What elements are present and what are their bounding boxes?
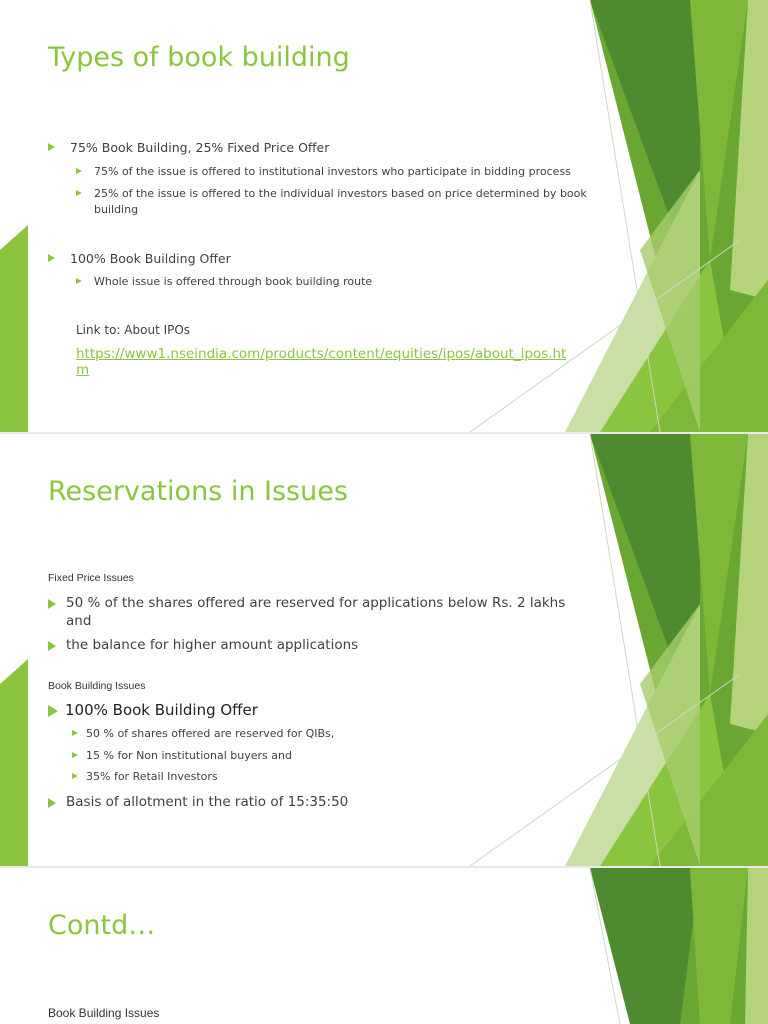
bullet-arrow-icon [48, 641, 56, 651]
bullet-text: 100% Book Building Offer [70, 251, 231, 266]
slide-title: Reservations in Issues [48, 476, 348, 507]
link-label: Link to: About IPOs [76, 323, 191, 337]
bullet-balance [48, 636, 586, 654]
sub-bullet-text: 75% of the issue is offered to institutional investors who participate in bidding process [94, 165, 571, 178]
bullet-100-book-building [48, 250, 231, 267]
sub-bullet-text: Whole issue is offered through book building route [94, 275, 373, 288]
bullet-75-25 [48, 139, 329, 156]
sub-bullet-non-institutional [72, 749, 292, 763]
bullet-arrow-icon [48, 705, 58, 717]
sub-bullet-text: 15 % for Non institutional buyers and [86, 749, 292, 762]
bullet-arrow-icon [72, 752, 78, 758]
bullet-arrow-icon [48, 798, 56, 808]
bullet-arrow-icon [48, 143, 55, 151]
bullet-text: 100% Book Building Offer [65, 701, 258, 719]
bullet-allotment-ratio [48, 793, 586, 811]
bullet-text: 50 % of the shares offered are reserved for applications below Rs. 2 lakhs and [66, 595, 566, 629]
sub-bullet-whole-issue [76, 274, 594, 290]
bullet-arrow-icon [48, 254, 55, 262]
bullet-arrow-icon [48, 599, 56, 609]
sub-bullet-text: 35% for Retail Investors [86, 770, 218, 783]
slide-title: Contd… [48, 910, 156, 941]
sub-bullet-qibs [72, 727, 334, 741]
sub-bullet-text: 25% of the issue is offered to the individual investors based on price determined by book building [94, 187, 587, 216]
bullet-text: the balance for higher amount applications [66, 637, 359, 653]
bullet-100-book-building [48, 701, 258, 719]
section-book-building: Book Building Issues [48, 680, 146, 692]
sub-bullet-institutional [76, 164, 594, 180]
slide-2 [0, 434, 768, 866]
slide-title: Types of book building [48, 42, 350, 73]
green-facet-decoration [0, 868, 768, 1024]
bullet-arrow-icon [72, 730, 78, 736]
sub-bullet-text: 50 % of shares offered are reserved for QIBs, [86, 727, 335, 740]
bullet-text: Basis of allotment in the ratio of 15:35:50 [66, 794, 349, 810]
bullet-arrow-icon [72, 773, 78, 779]
slide-1 [0, 0, 768, 432]
bullet-arrow-icon [76, 168, 82, 174]
section-book-building: Book Building Issues [48, 1006, 160, 1020]
section-fixed-price: Fixed Price Issues [48, 572, 134, 584]
sub-bullet-individual [76, 186, 594, 218]
bullet-arrow-icon [76, 190, 82, 196]
bullet-text: 75% Book Building, 25% Fixed Price Offer [70, 140, 330, 155]
about-ipos-link[interactable]: https://www1.nseindia.com/products/content/equities/ipos/about_ipos.htm [76, 346, 567, 378]
bullet-arrow-icon [76, 278, 82, 284]
slide-3 [0, 868, 768, 1024]
sub-bullet-retail [72, 770, 218, 784]
bullet-50-percent [48, 594, 586, 630]
